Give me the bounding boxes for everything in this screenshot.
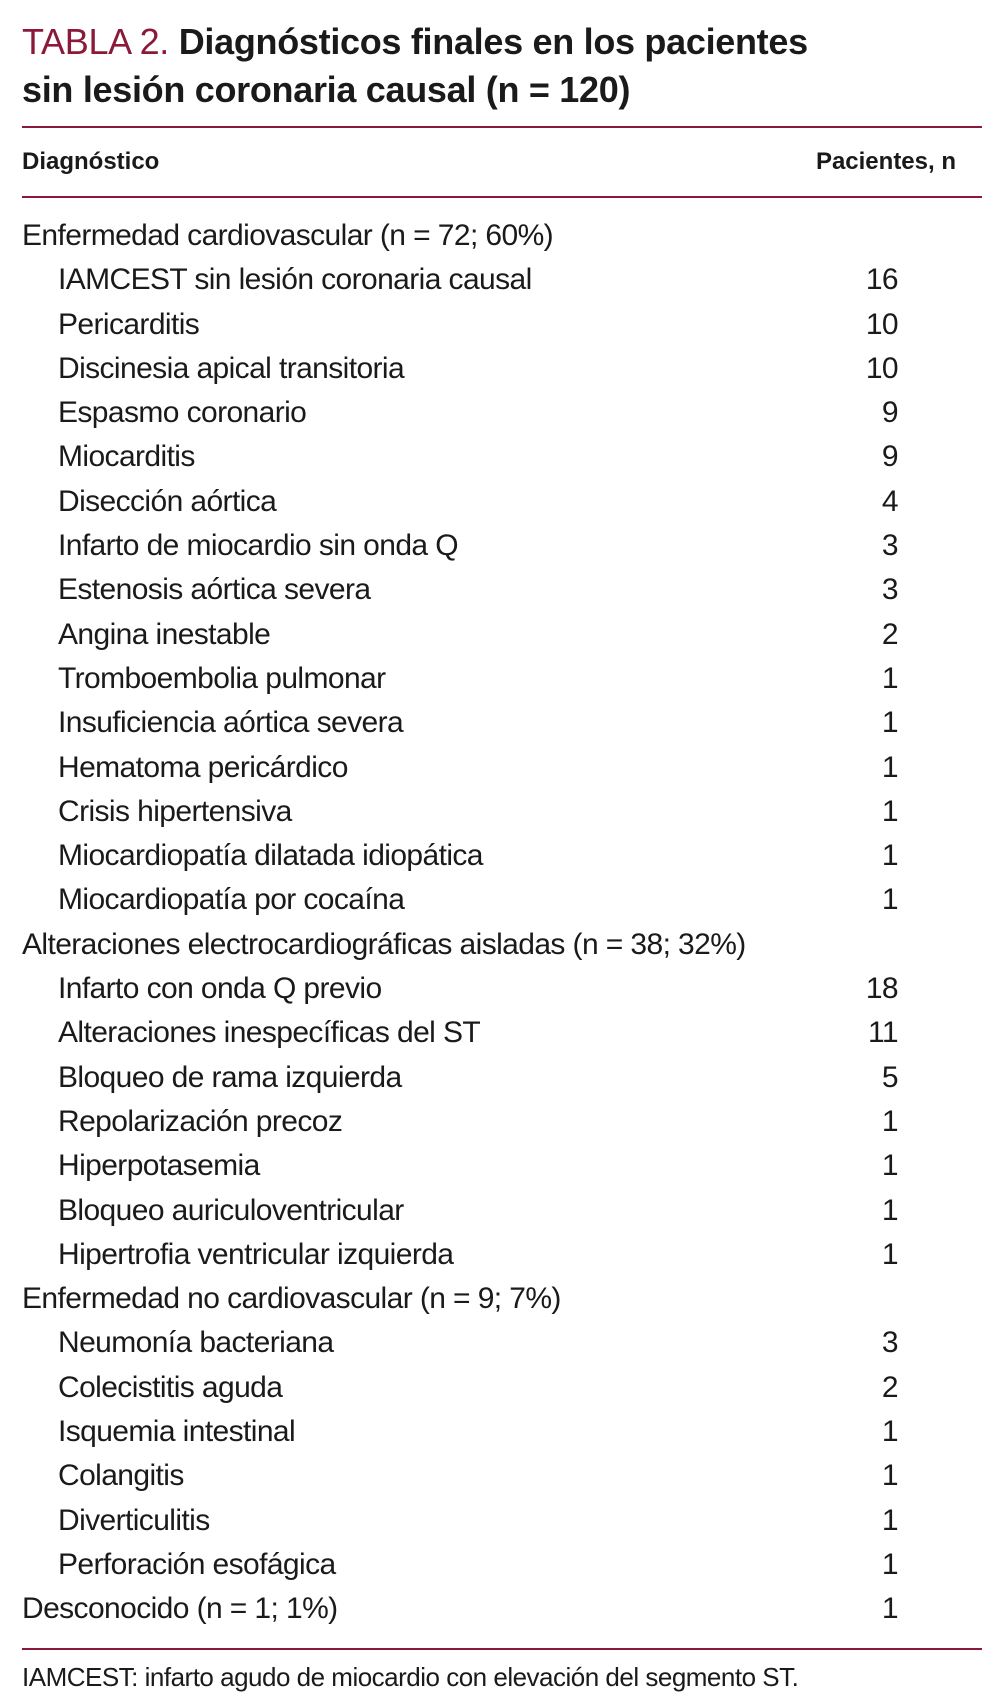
row-diagnosis: Alteraciones inespecíficas del ST	[58, 1016, 481, 1050]
row-diagnosis: IAMCEST sin lesión coronaria causal	[58, 263, 532, 297]
row-patients: 1	[881, 706, 898, 740]
table-label: TABLA 2.	[22, 21, 170, 62]
column-header-pacientes: Pacientes, n	[815, 148, 956, 175]
row-diagnosis: Miocardiopatía por cocaína	[58, 883, 405, 917]
table-row	[22, 613, 982, 657]
table-row	[22, 568, 982, 612]
table-row	[22, 1144, 982, 1188]
row-diagnosis: Desconocido (n = 1; 1%)	[22, 1592, 338, 1626]
table-row	[22, 1321, 982, 1365]
row-patients: 1	[881, 1459, 898, 1493]
table-row	[22, 701, 982, 745]
row-diagnosis: Infarto de miocardio sin onda Q	[58, 529, 458, 563]
row-diagnosis: Pericarditis	[58, 307, 200, 341]
row-patients: 1	[881, 750, 898, 784]
row-diagnosis: Hematoma pericárdico	[58, 750, 348, 784]
row-diagnosis: Infarto con onda Q previo	[58, 972, 382, 1006]
row-diagnosis: Insuficiencia aórtica severa	[58, 706, 404, 740]
table-row	[22, 347, 982, 391]
row-patients: 3	[881, 1326, 898, 1360]
row-diagnosis: Miocarditis	[58, 440, 195, 474]
row-diagnosis: Diverticulitis	[58, 1503, 210, 1537]
row-diagnosis: Alteraciones electrocardiográficas aisladas (n = 38; 32%)	[22, 927, 746, 961]
table-row	[22, 967, 982, 1011]
row-diagnosis: Miocardiopatía dilatada idiopática	[58, 839, 483, 873]
table-row	[22, 1366, 982, 1410]
table-row	[22, 1410, 982, 1454]
table-row	[22, 1056, 982, 1100]
row-patients: 1	[881, 1592, 898, 1626]
column-header-diagnostico: Diagnóstico	[22, 148, 160, 175]
table-group-row	[22, 214, 982, 258]
table-row	[22, 878, 982, 922]
table-title-line2: sin lesión coronaria causal (n = 120)	[22, 69, 631, 110]
row-diagnosis: Perforación esofágica	[58, 1547, 336, 1581]
row-patients: 4	[881, 484, 898, 518]
table-group-row	[22, 923, 982, 967]
row-patients: 11	[868, 1016, 898, 1050]
table-title	[22, 18, 982, 114]
table-row	[22, 1233, 982, 1277]
table-row	[22, 303, 982, 347]
row-patients: 9	[881, 440, 898, 474]
table-row	[22, 480, 982, 524]
table-row	[22, 435, 982, 479]
row-diagnosis: Estenosis aórtica severa	[58, 573, 371, 607]
row-diagnosis: Neumonía bacteriana	[58, 1326, 334, 1360]
table-row	[22, 1100, 982, 1144]
row-patients: 1	[881, 1237, 898, 1271]
row-patients: 1	[881, 1149, 898, 1183]
table-title-line1: Diagnósticos finales en los pacientes	[178, 21, 808, 62]
row-patients: 10	[865, 351, 898, 385]
row-patients: 1	[881, 1503, 898, 1537]
table-footnote: IAMCEST: infarto agudo de miocardio con elevación del segmento ST.	[22, 1662, 799, 1692]
row-diagnosis: Disección aórtica	[58, 484, 277, 518]
top-rule	[22, 126, 982, 128]
row-patients: 1	[881, 883, 898, 917]
row-patients: 1	[881, 1193, 898, 1227]
row-patients: 18	[865, 972, 898, 1006]
row-diagnosis: Enfermedad no cardiovascular (n = 9; 7%)	[22, 1282, 561, 1316]
row-diagnosis: Tromboembolia pulmonar	[58, 661, 386, 695]
row-patients: 1	[881, 661, 898, 695]
header-rule	[22, 196, 982, 198]
row-patients: 1	[881, 1415, 898, 1449]
table-row	[22, 524, 982, 568]
table-row	[22, 1499, 982, 1543]
table-body	[22, 214, 982, 1632]
table-group-row	[22, 1277, 982, 1321]
row-patients: 1	[881, 1104, 898, 1138]
row-diagnosis: Bloqueo de rama izquierda	[58, 1060, 402, 1094]
row-diagnosis: Colangitis	[58, 1459, 184, 1493]
table-row	[22, 746, 982, 790]
row-diagnosis: Espasmo coronario	[58, 396, 307, 430]
table-row	[22, 790, 982, 834]
table-row	[22, 1189, 982, 1233]
row-diagnosis: Angina inestable	[58, 617, 271, 651]
table-row	[22, 1543, 982, 1587]
row-diagnosis: Colecistitis aguda	[58, 1370, 283, 1404]
row-patients: 2	[881, 1370, 898, 1404]
row-diagnosis: Hipertrofia ventricular izquierda	[58, 1237, 454, 1271]
row-diagnosis: Repolarización precoz	[58, 1104, 343, 1138]
row-patients: 5	[881, 1060, 898, 1094]
table-row	[22, 1011, 982, 1055]
row-diagnosis: Isquemia intestinal	[58, 1415, 296, 1449]
row-patients: 1	[881, 794, 898, 828]
row-diagnosis: Bloqueo auriculoventricular	[58, 1193, 404, 1227]
row-patients: 9	[881, 396, 898, 430]
row-diagnosis: Crisis hipertensiva	[58, 794, 292, 828]
row-diagnosis: Enfermedad cardiovascular (n = 72; 60%)	[22, 219, 554, 252]
bottom-rule	[22, 1648, 982, 1650]
table-header	[22, 142, 982, 182]
row-patients: 3	[881, 573, 898, 607]
row-patients: 1	[881, 1547, 898, 1581]
table-row	[22, 258, 982, 302]
row-patients: 1	[881, 839, 898, 873]
table-row	[22, 391, 982, 435]
row-patients: 2	[881, 617, 898, 651]
table-row	[22, 657, 982, 701]
table-row	[22, 834, 982, 878]
table-group-row	[22, 1587, 982, 1631]
row-patients: 10	[865, 307, 898, 341]
row-patients: 16	[865, 263, 898, 297]
row-patients: 3	[881, 529, 898, 563]
row-diagnosis: Discinesia apical transitoria	[58, 351, 405, 385]
row-diagnosis: Hiperpotasemia	[58, 1149, 260, 1183]
table-row	[22, 1454, 982, 1498]
